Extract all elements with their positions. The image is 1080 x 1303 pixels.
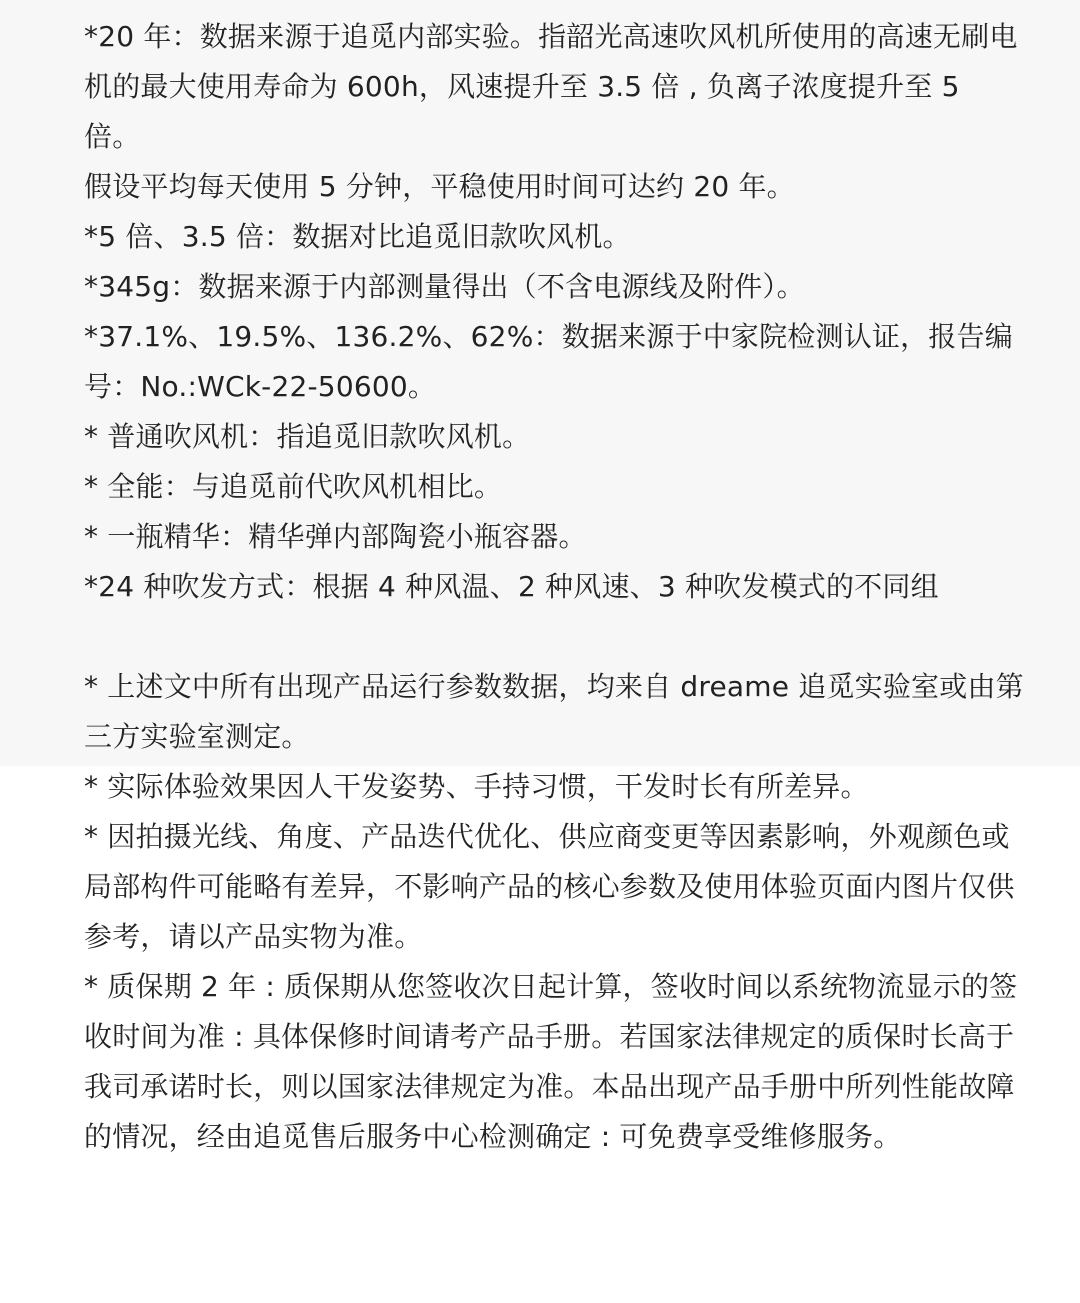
section-gap [84, 612, 1024, 662]
footnote-lifespan: *20 年：数据来源于追觅内部实验。指韶光高速吹风机所使用的高速无刷电机的最大使用寿命为 600h，风速提升至 3.5 倍 , 负离子浓度提升至 5 倍。 [84, 20, 1018, 153]
footnote-lab-data: * 上述文中所有出现产品运行参数数据，均来自 dreame 追觅实验室或由第三方实验室测定。 [84, 670, 1024, 753]
footnote-comparison: *5 倍、3.5 倍：数据对比追觅旧款吹风机。 [84, 220, 631, 253]
footnote-certification: *37.1%、19.5%、136.2%、62%：数据来源于中家院检测认证，报告编号：No.:WCk-22-50600。 [84, 320, 1013, 403]
footnote-drying-modes: *24 种吹发方式：根据 4 种风温、2 种风速、3 种吹发模式的不同组 [84, 570, 939, 603]
footnote-all-round: * 全能：与追觅前代吹风机相比。 [84, 470, 503, 503]
footnote-essence: * 一瓶精华：精华弹内部陶瓷小瓶容器。 [84, 520, 587, 553]
footnote-daily-usage: 假设平均每天使用 5 分钟，平稳使用时间可达约 20 年。 [84, 170, 795, 203]
footnote-ordinary-dryer: * 普通吹风机：指追觅旧款吹风机。 [84, 420, 531, 453]
footnotes [84, 12, 1024, 1162]
footnote-experience: * 实际体验效果因人干发姿势、手持习惯，干发时长有所差异。 [84, 770, 869, 803]
footnote-warranty: * 质保期 2 年 : 质保期从您签收次日起计算，签收时间以系统物流显示的签收时间为准 : 具体保修时间请考产品手册。若国家法律规定的质保时长高于我司承诺时长，则以国家法律规定为准。本品出现产品手册中所列性能故障的情况，经由追觅售后服务中心检测确定 : 可免费享受维修服务。 [84, 970, 1018, 1153]
footnote-appearance: * 因拍摄光线、角度、产品迭代优化、供应商变更等因素影响，外观颜色或局部构件可能略有差异，不影响产品的核心参数及使用体验页面内图片仅供参考，请以产品实物为准。 [84, 820, 1015, 953]
footnote-weight: *345g：数据来源于内部测量得出（不含电源线及附件）。 [84, 270, 805, 303]
